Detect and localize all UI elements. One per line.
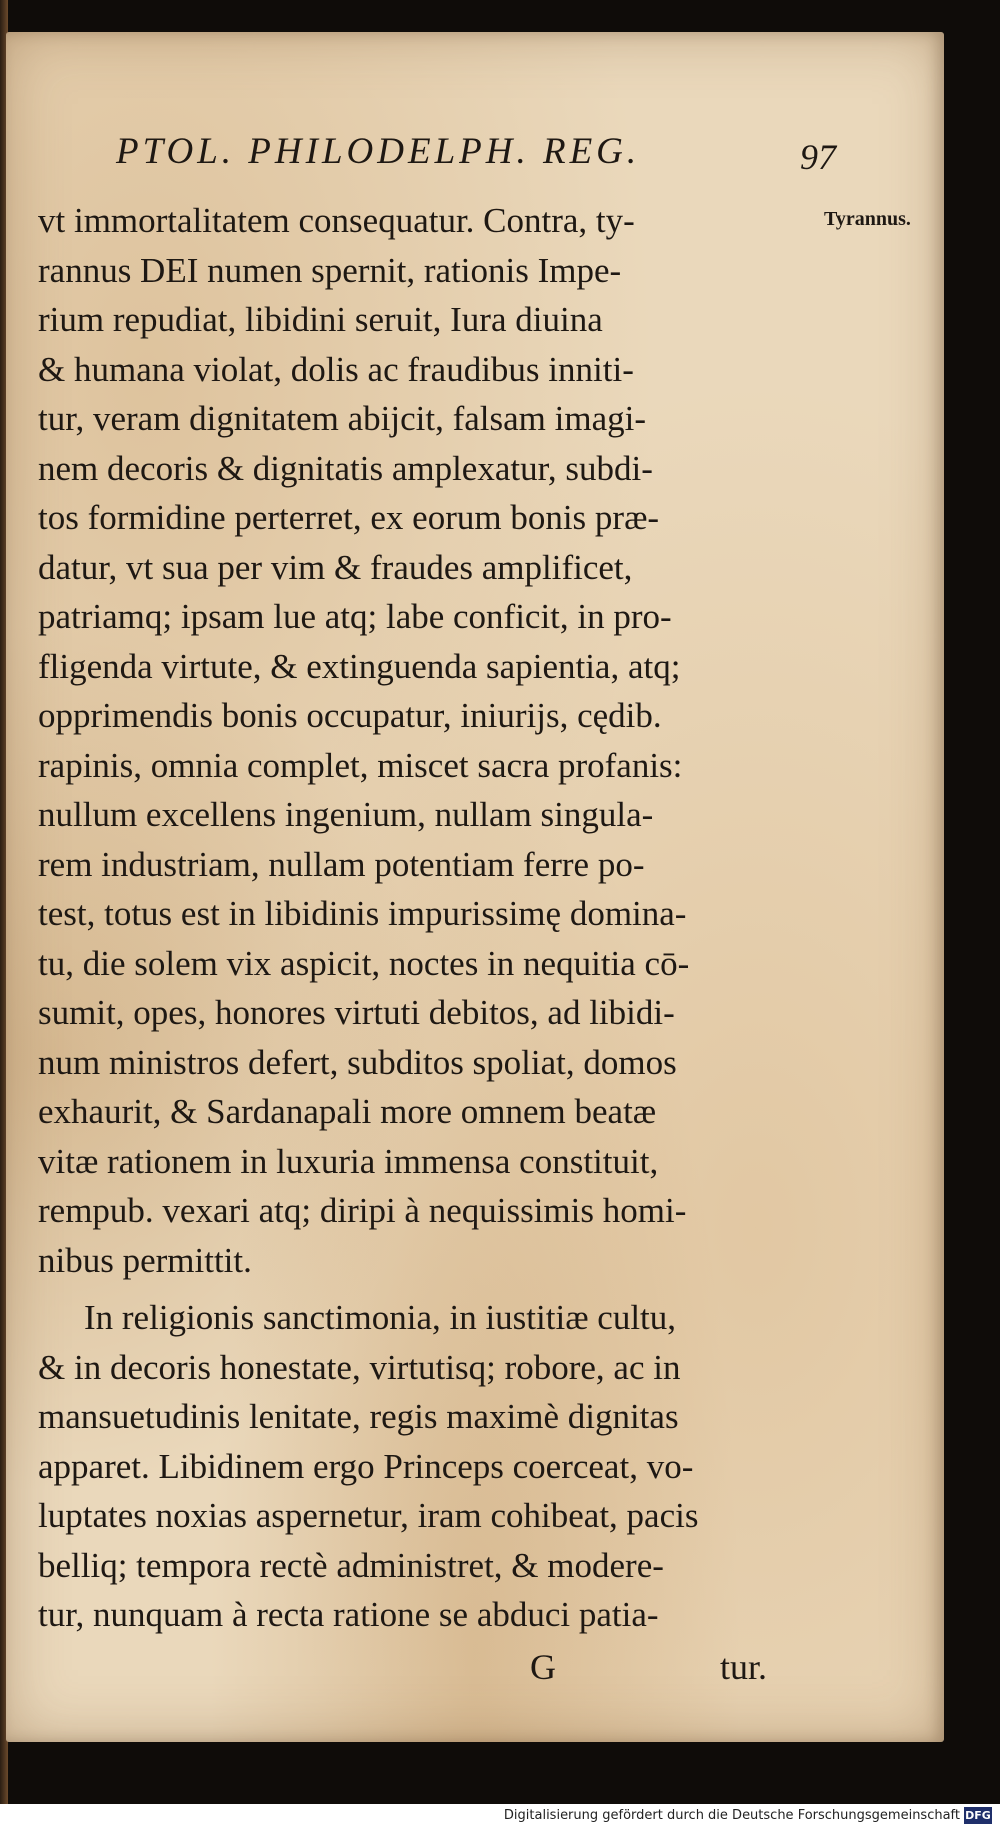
page-header	[116, 130, 836, 180]
dfg-logo: DFG	[965, 1809, 991, 1822]
text-line: rem industriam, nullam potentiam ferre po-	[38, 844, 645, 884]
body-text	[38, 196, 813, 1694]
text-line: tu, die solem vix aspicit, noctes in nequitia cō-	[38, 943, 690, 983]
text-line: rium repudiat, libidini seruit, Iura diuina	[38, 300, 603, 339]
text-line: tos formidine perterret, ex eorum bonis præ-	[38, 498, 660, 537]
text-line: luptates noxias aspernetur, iram cohibeat, pacis	[38, 1496, 699, 1535]
paragraph-gap	[38, 1285, 813, 1293]
text-line: fligenda virtute, & extinguenda sapientia, atq;	[38, 646, 681, 686]
text-line: num ministros defert, subditos spoliat, domos	[38, 1042, 677, 1082]
text-line: rannus DEI numen spernit, rationis Impe-	[38, 250, 622, 290]
text-line: belliq; tempora rectè administret, & modere-	[38, 1545, 664, 1585]
page-footer-line	[38, 1640, 813, 1694]
paragraph-1	[38, 196, 813, 1285]
paragraph-2	[38, 1293, 813, 1640]
text-line: & humana violat, dolis ac fraudibus inniti-	[38, 349, 634, 389]
catchword: tur.	[720, 1646, 768, 1687]
text-line: tur, veram dignitatem abijcit, falsam imagi-	[38, 399, 646, 438]
text-line: nibus permittit.	[38, 1240, 252, 1280]
running-head: PTOL. PHILODELPH. REG.	[116, 131, 641, 172]
text-line: opprimendis bonis occupatur, iniurijs, cędib.	[38, 696, 662, 735]
text-line: sumit, opes, honores virtuti debitos, ad libidi-	[38, 993, 675, 1032]
text-line: patriamq; ipsam lue atq; labe conficit, in pro-	[38, 597, 672, 636]
text-line: test, totus est in libidinis impurissimę domina-	[38, 894, 687, 933]
text-line: In religionis sanctimonia, in iustitiæ cultu,	[84, 1298, 677, 1337]
text-line: apparet. Libidinem ergo Princeps coerceat, vo-	[38, 1446, 694, 1486]
text-line: vt immortalitatem consequatur. Contra, ty-	[38, 201, 635, 240]
text-line: vitæ rationem in luxuria immensa constituit,	[38, 1141, 659, 1181]
page-number: 97	[800, 137, 836, 177]
margin-note: Tyrannus.	[824, 208, 911, 230]
text-line: rapinis, omnia complet, miscet sacra profanis:	[38, 745, 683, 785]
text-line: tur, nunquam à recta ratione se abduci patia-	[38, 1595, 659, 1634]
text-line: nullum excellens ingenium, nullam singula-	[38, 795, 654, 834]
text-line: datur, vt sua per vim & fraudes amplificet,	[38, 547, 633, 587]
digitization-footer	[0, 1804, 1000, 1828]
text-line: mansuetudinis lenitate, regis maximè dignitas	[38, 1397, 679, 1436]
text-line: nem decoris & dignitatis amplexatur, subdi-	[38, 448, 653, 488]
funding-credit: Digitalisierung gefördert durch die Deutsche Forschungsgemeinschaft	[503, 1808, 960, 1823]
text-line: & in decoris honestate, virtutisq; robore, ac in	[38, 1347, 681, 1387]
text-line: exhaurit, & Sardanapali more omnem beatæ	[38, 1092, 657, 1131]
signature-mark: G	[530, 1646, 556, 1687]
text-line: rempub. vexari atq; diripi à nequissimis homi-	[38, 1191, 687, 1230]
